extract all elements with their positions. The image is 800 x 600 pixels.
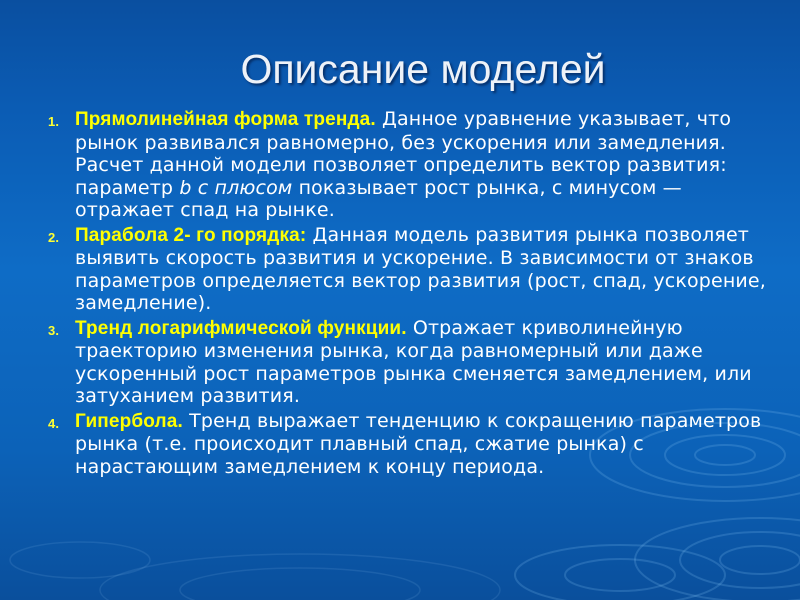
item-text: показывает рост рынка, с минусом — отражает спад на рынке. bbox=[75, 176, 682, 221]
models-list bbox=[48, 108, 768, 480]
slide-title: Описание моделей bbox=[240, 46, 606, 92]
item-text-italic: b с плюсом bbox=[179, 176, 293, 199]
item-term: Тренд логарифмической функции. bbox=[75, 317, 407, 339]
list-item bbox=[48, 317, 768, 408]
item-number: 4. bbox=[48, 415, 60, 431]
item-text: Данная модель развития рынка позволяет выявить скорость развития и ускорение. В зависимости от знаков параметров определяется вектор развития (рост, спад, ускорение, замедление). bbox=[75, 223, 766, 314]
list-item bbox=[48, 410, 768, 479]
item-number: 1. bbox=[48, 114, 60, 129]
item-term: Гипербола. bbox=[75, 410, 183, 432]
list-item bbox=[48, 108, 768, 222]
item-term: Прямолинейная форма тренда. bbox=[75, 109, 376, 130]
item-text: Отражает криволинейную траекторию изменения рынка, когда равномерный или даже ускоренный рост параметров рынка сменяется замедлением, или затуханием развития. bbox=[75, 316, 752, 407]
item-text: Тренд выражает тенденцию к сокращению параметров рынка (т.е. происходит плавный спад, сжатие рынка) с нарастающим замедлением к концу периода. bbox=[75, 409, 762, 478]
item-text: Данное уравнение указывает, что рынок развивался равномерно, без ускорения или замедления. Расчет данной модели позволяет определить вектор развития: параметр bbox=[75, 108, 732, 199]
list-item bbox=[48, 224, 768, 315]
item-term: Парабола 2- го порядка: bbox=[75, 224, 307, 246]
item-number: 3. bbox=[48, 322, 60, 338]
item-number: 2. bbox=[48, 229, 60, 245]
